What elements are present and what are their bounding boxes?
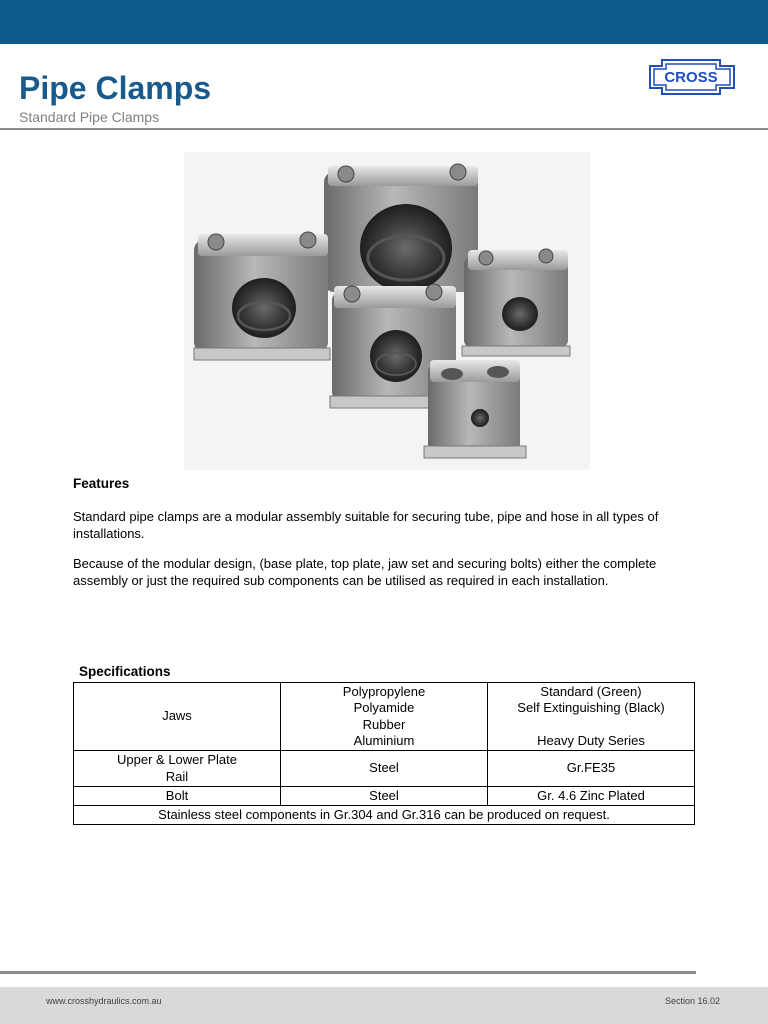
features-paragraph-2: Because of the modular design, (base plate, top plate, jaw set and securing bolts) either the complete assembly or just the required sub components can be utilised as required in each installation. xyxy=(73,556,657,588)
table-cell: Polypropylene Polyamide Rubber Aluminium xyxy=(281,683,488,751)
table-row xyxy=(74,787,695,806)
cross-logo xyxy=(646,58,736,98)
table-note: Stainless steel components in Gr.304 and Gr.316 can be produced on request. xyxy=(74,806,695,825)
table-cell: Bolt xyxy=(74,787,281,806)
table-cell: Upper & Lower Plate Rail xyxy=(74,751,281,787)
footer xyxy=(0,987,768,1024)
page-subtitle: Standard Pipe Clamps xyxy=(19,109,160,125)
footer-section: Section 16.02 xyxy=(664,996,720,1006)
table-cell: Jaws xyxy=(74,683,281,751)
table-cell: Gr.FE35 xyxy=(488,751,695,787)
top-band xyxy=(0,0,768,44)
features-paragraph-1: Standard pipe clamps are a modular assembly suitable for securing tube, pipe and hose in all types of installations. xyxy=(73,509,659,541)
pipe-clamps-photo xyxy=(184,152,590,470)
table-cell: Steel xyxy=(281,751,488,787)
table-cell: Steel xyxy=(281,787,488,806)
page-title: Pipe Clamps xyxy=(19,70,212,106)
table-note-row xyxy=(74,806,695,825)
table-row xyxy=(74,683,695,751)
table-row xyxy=(74,751,695,787)
footer-website: www.crosshydraulics.com.au xyxy=(46,996,162,1006)
table-cell: Gr. 4.6 Zinc Plated xyxy=(488,787,695,806)
logo-text: CROSS xyxy=(664,69,718,86)
table-cell: Standard (Green) Self Extinguishing (Black) Heavy Duty Series xyxy=(488,683,695,751)
footer-divider xyxy=(0,971,696,974)
header-divider xyxy=(0,128,768,130)
specifications-heading: Specifications xyxy=(79,664,171,679)
features-heading: Features xyxy=(73,476,130,491)
specifications-table xyxy=(73,682,695,825)
